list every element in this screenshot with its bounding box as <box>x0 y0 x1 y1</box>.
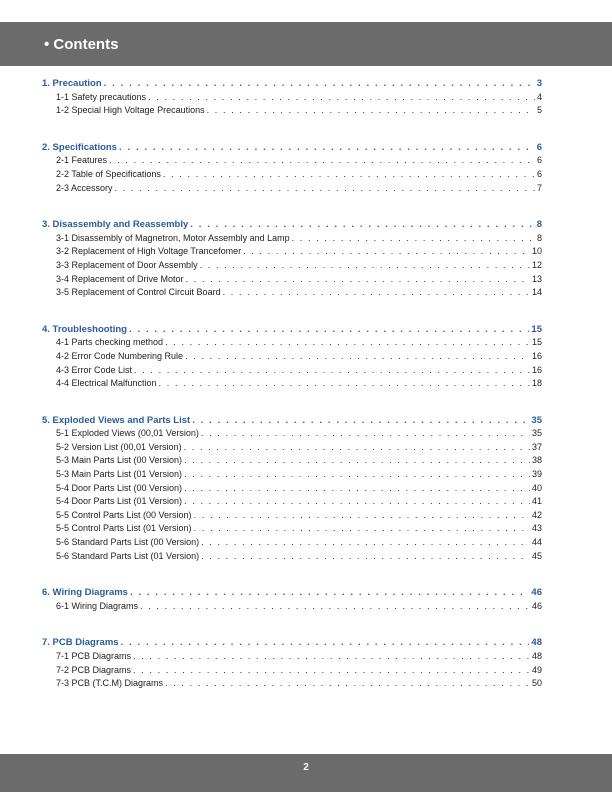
toc-subentry-label: 2-1 Features <box>56 155 108 166</box>
toc-section-troubleshooting <box>42 323 542 391</box>
toc-subentry-label: 6-1 Wiring Diagrams <box>56 600 139 611</box>
toc-subentry-page: 50 <box>531 678 542 689</box>
toc-entry-label: 6. Wiring Diagrams <box>42 587 128 599</box>
toc-entry-page: 15 <box>531 323 542 335</box>
dot-leader <box>243 245 530 259</box>
page-number: 2 <box>303 762 309 773</box>
toc-subentry-page: 13 <box>531 273 542 284</box>
dot-leader <box>184 454 530 468</box>
toc-subentry-label: 4-2 Error Code Numbering Rule <box>56 350 184 361</box>
toc-subentry-label: 5-6 Standard Parts List (00 Version) <box>56 537 200 548</box>
toc-subentry-label: 4-1 Parts checking method <box>56 337 164 348</box>
toc-subentry-page: 45 <box>531 550 542 561</box>
toc-entry-specifications[interactable] <box>42 141 542 155</box>
dot-leader <box>194 509 530 523</box>
dot-leader <box>165 336 530 350</box>
dot-leader <box>140 600 530 614</box>
toc-entry-label: 7. PCB Diagrams <box>42 637 119 649</box>
toc-subentry-label: 5-3 Main Parts List (01 Version) <box>56 469 183 480</box>
toc-subentry[interactable] <box>42 91 542 105</box>
toc-subentry-page: 5 <box>536 105 542 116</box>
toc-subentry[interactable] <box>42 168 542 182</box>
toc-section-precaution <box>42 77 542 118</box>
toc-subentry[interactable] <box>42 441 542 455</box>
dot-leader <box>129 323 529 337</box>
toc-subentry-page: 4 <box>536 91 542 102</box>
dot-leader <box>119 141 535 155</box>
toc-subentry[interactable] <box>42 336 542 350</box>
dot-leader <box>130 586 529 600</box>
dot-leader <box>201 536 530 550</box>
toc-subentry-page: 38 <box>531 455 542 466</box>
dot-leader <box>192 414 529 428</box>
toc-entry-label: 4. Troubleshooting <box>42 323 127 335</box>
toc-entry-page: 46 <box>531 587 542 599</box>
table-of-contents <box>42 77 542 714</box>
toc-subentry-label: 5-1 Exploded Views (00,01 Version) <box>56 428 199 439</box>
toc-section-pcb-diagrams <box>42 636 542 690</box>
toc-subentry-label: 5-5 Control Parts List (01 Version) <box>56 523 192 534</box>
toc-subentry[interactable] <box>42 427 542 441</box>
toc-subentry-label: 2-3 Accessory <box>56 182 113 193</box>
toc-subentry-page: 37 <box>531 441 542 452</box>
toc-subentry[interactable] <box>42 522 542 536</box>
toc-subentry[interactable] <box>42 468 542 482</box>
dot-leader <box>133 664 530 678</box>
dot-leader <box>184 495 530 509</box>
toc-entry-exploded-views[interactable] <box>42 414 542 428</box>
toc-section-wiring-diagrams <box>42 586 542 613</box>
toc-subentry-label: 3-5 Replacement of Control Circuit Board <box>56 287 221 298</box>
toc-subentry-label: 1-1 Safety precautions <box>56 91 147 102</box>
dot-leader <box>292 232 535 246</box>
dot-leader <box>201 550 530 564</box>
toc-subentry-page: 42 <box>531 509 542 520</box>
toc-entry-page: 35 <box>531 414 542 426</box>
toc-entry-page: 8 <box>536 219 542 231</box>
dot-leader <box>200 259 530 273</box>
toc-subentry-label: 5-3 Main Parts List (00 Version) <box>56 455 183 466</box>
dot-leader <box>163 168 535 182</box>
toc-entry-page: 48 <box>531 637 542 649</box>
toc-subentry-page: 49 <box>531 664 542 675</box>
toc-subentry[interactable] <box>42 259 542 273</box>
dot-leader <box>121 636 530 650</box>
toc-subentry-page: 6 <box>536 155 542 166</box>
toc-subentry-label: 5-4 Door Parts List (01 Version) <box>56 496 183 507</box>
toc-subentry-page: 6 <box>536 168 542 179</box>
toc-subentry[interactable] <box>42 350 542 364</box>
toc-subentry-page: 10 <box>531 246 542 257</box>
toc-subentry[interactable] <box>42 509 542 523</box>
toc-subentry[interactable] <box>42 650 542 664</box>
dot-leader <box>133 650 530 664</box>
toc-subentry-page: 18 <box>531 378 542 389</box>
toc-subentry[interactable] <box>42 154 542 168</box>
toc-entry-precaution[interactable] <box>42 77 542 91</box>
toc-subentry-page: 46 <box>531 600 542 611</box>
dot-leader <box>190 218 534 232</box>
toc-entry-troubleshooting[interactable] <box>42 323 542 337</box>
toc-subentry-page: 41 <box>531 496 542 507</box>
toc-subentry-label: 4-3 Error Code List <box>56 364 133 375</box>
toc-subentry-label: 7-2 PCB Diagrams <box>56 664 132 675</box>
dot-leader <box>165 677 530 691</box>
toc-section-exploded-views <box>42 414 542 564</box>
toc-subentry[interactable] <box>42 232 542 246</box>
dot-leader <box>184 482 530 496</box>
toc-subentry[interactable] <box>42 482 542 496</box>
toc-subentry[interactable] <box>42 550 542 564</box>
toc-entry-pcb-diagrams[interactable] <box>42 636 542 650</box>
footer-bar <box>0 754 612 792</box>
toc-subentry-page: 39 <box>531 469 542 480</box>
toc-entry-wiring-diagrams[interactable] <box>42 586 542 600</box>
toc-subentry-label: 3-2 Replacement of High Voltage Trancefomer <box>56 246 242 257</box>
header-bar <box>0 22 612 66</box>
toc-section-disassembly <box>42 218 542 300</box>
toc-subentry[interactable] <box>42 495 542 509</box>
toc-subentry-label: 2-2 Table of Specifications <box>56 168 161 179</box>
toc-subentry-page: 43 <box>531 523 542 534</box>
toc-subentry-page: 8 <box>536 232 542 243</box>
toc-subentry-label: 7-1 PCB Diagrams <box>56 651 132 661</box>
dot-leader <box>207 104 535 118</box>
toc-entry-label: 5. Exploded Views and Parts List <box>42 414 191 426</box>
dot-leader <box>194 522 530 536</box>
toc-subentry[interactable] <box>42 677 542 691</box>
toc-subentry[interactable] <box>42 364 542 378</box>
dot-leader <box>134 364 530 378</box>
toc-subentry[interactable] <box>42 182 542 196</box>
toc-entry-page: 3 <box>536 78 542 89</box>
toc-subentry-label: 4-4 Electrical Malfunction <box>56 378 157 389</box>
toc-entry-disassembly[interactable] <box>42 218 542 232</box>
toc-subentry[interactable] <box>42 536 542 550</box>
toc-subentry-page: 40 <box>531 482 542 493</box>
toc-subentry-label: 5-6 Standard Parts List (01 Version) <box>56 550 200 561</box>
toc-subentry-label: 3-3 Replacement of Door Assembly <box>56 259 198 270</box>
toc-subentry-label: 5-2 Version List (00,01 Version) <box>56 441 182 452</box>
dot-leader <box>201 427 530 441</box>
toc-subentry-page: 44 <box>531 537 542 548</box>
toc-subentry-label: 7-3 PCB (T.C.M) Diagrams <box>56 678 164 689</box>
toc-subentry[interactable] <box>42 600 542 614</box>
toc-subentry-page: 16 <box>531 364 542 375</box>
dot-leader <box>184 441 530 455</box>
toc-subentry[interactable] <box>42 245 542 259</box>
dot-leader <box>185 350 530 364</box>
toc-subentry[interactable] <box>42 104 542 118</box>
toc-subentry-page: 7 <box>536 182 542 193</box>
toc-subentry[interactable] <box>42 377 542 391</box>
toc-subentry-label: 3-4 Replacement of Drive Motor <box>56 273 184 284</box>
toc-entry-label: 3. Disassembly and Reassembly <box>42 219 189 231</box>
toc-subentry-label: 1-2 Special High Voltage Precautions <box>56 105 205 116</box>
dot-leader <box>223 286 530 300</box>
toc-subentry[interactable] <box>42 286 542 300</box>
dot-leader <box>159 377 530 391</box>
dot-leader <box>148 91 535 105</box>
toc-subentry[interactable] <box>42 454 542 468</box>
toc-subentry[interactable] <box>42 664 542 678</box>
dot-leader <box>104 77 535 91</box>
toc-entry-label: 1. Precaution <box>42 78 102 89</box>
toc-subentry-page: 14 <box>531 287 542 298</box>
toc-section-specifications <box>42 141 542 195</box>
toc-subentry-page: 16 <box>531 350 542 361</box>
toc-subentry-page: 12 <box>531 259 542 270</box>
dot-leader <box>186 273 530 287</box>
toc-subentry-page: 35 <box>531 428 542 439</box>
page-title: • Contents <box>44 36 119 53</box>
dot-leader <box>115 182 535 196</box>
toc-subentry-label: 5-5 Control Parts List (00 Version) <box>56 509 192 520</box>
toc-entry-label: 2. Specifications <box>42 141 117 153</box>
toc-subentry-page: 48 <box>531 651 542 661</box>
toc-subentry-page: 15 <box>531 337 542 348</box>
toc-subentry-label: 3-1 Disassembly of Magnetron, Motor Assembly and Lamp <box>56 232 290 243</box>
toc-subentry-label: 5-4 Door Parts List (00 Version) <box>56 482 183 493</box>
dot-leader <box>184 468 530 482</box>
dot-leader <box>109 154 535 168</box>
toc-entry-page: 6 <box>536 141 542 153</box>
toc-subentry[interactable] <box>42 273 542 287</box>
